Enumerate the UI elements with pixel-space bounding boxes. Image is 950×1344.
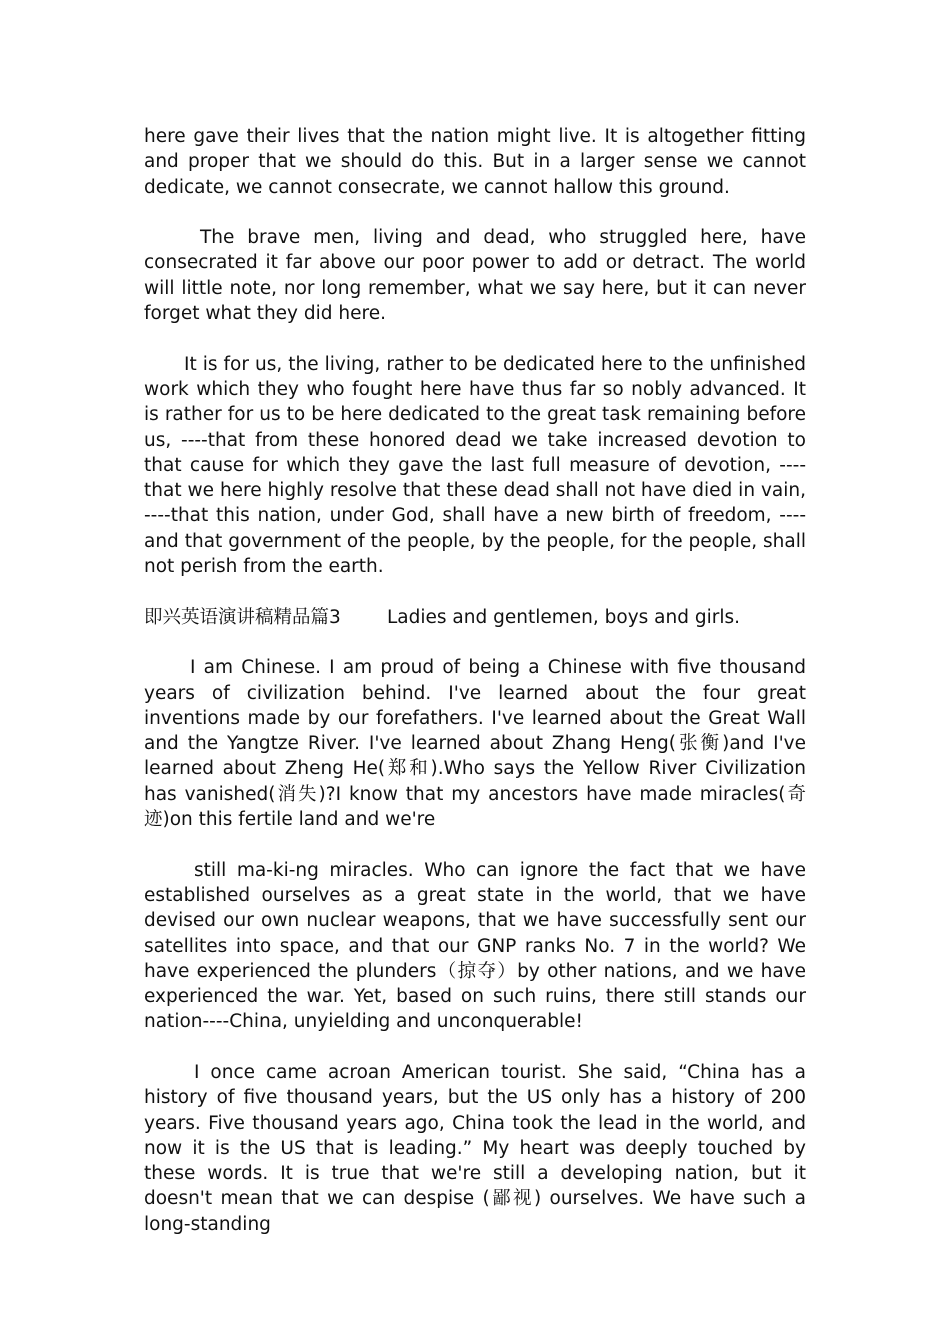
document-body <box>144 124 806 1262</box>
section-title: 即兴英语演讲稿精品篇3 <box>144 606 341 628</box>
paragraph-gettysburg-3: It is for us, the living, rather to be dedicated here to the unfinished work which they who fought here have thus far so nobly advanced. It is rather for us to be here dedicated to the great task remaining before us, ----that from these honored dead we take increased devotion to that cause for which they gave the last full measure of devotion, ----that we here highly resolve that these dead shall not have died in vain, ----that this nation, under God, shall have a new birth of freedom, ----and that government of the people, by the people, for the people, shall not perish from the earth. <box>144 353 806 578</box>
paragraph-gettysburg-2: The brave men, living and dead, who struggled here, have consecrated it far above our poor power to add or detract. The world will little note, nor long remember, what we say here, but it can never forget what they did here. <box>144 227 806 325</box>
section-heading <box>144 605 806 630</box>
paragraph-speech-1: I am Chinese. I am proud of being a Chinese with five thousand years of civilization behind. I've learned about the four great inventions made by our forefathers. I've learned about the Great Wall and the Yangtze River. I've learned about Zhang Heng(张衡)and I've learned about Zheng He(郑和).Who says the Yellow River Civilization has vanished(消失)?I know that my ancestors have made miracles(奇迹)on this fertile land and we're <box>144 657 806 831</box>
section-subtitle: Ladies and gentlemen, boys and girls. <box>387 606 740 628</box>
paragraph-speech-2: still ma-ki-ng miracles. Who can ignore the fact that we have established ourselves as a great state in the world, that we have devised our own nuclear weapons, that we have successfully sent our satellites into space, and that our GNP ranks No. 7 in the world? We have experienced the plunders（掠夺）by other nations, and we have experienced the war. Yet, based on such ruins, there still stands our nation----China, unyielding and unconquerable! <box>144 859 806 1033</box>
paragraph-speech-3: I once came acroan American tourist. She said, “China has a history of five thousand years, but the US only has a history of 200 years. Five thousand years ago, China took the lead in the world, and now it is the US that is leading.” My heart was deeply touched by these words. It is true that we're still a developing nation, but it doesn't mean that we can despise (鄙视) ourselves. We have such a long-standing <box>144 1061 806 1235</box>
paragraph-gettysburg-1: here gave their lives that the nation might live. It is altogether fitting and proper that we should do this. But in a larger sense we cannot dedicate, we cannot consecrate, we cannot hallow this ground. <box>144 126 806 198</box>
